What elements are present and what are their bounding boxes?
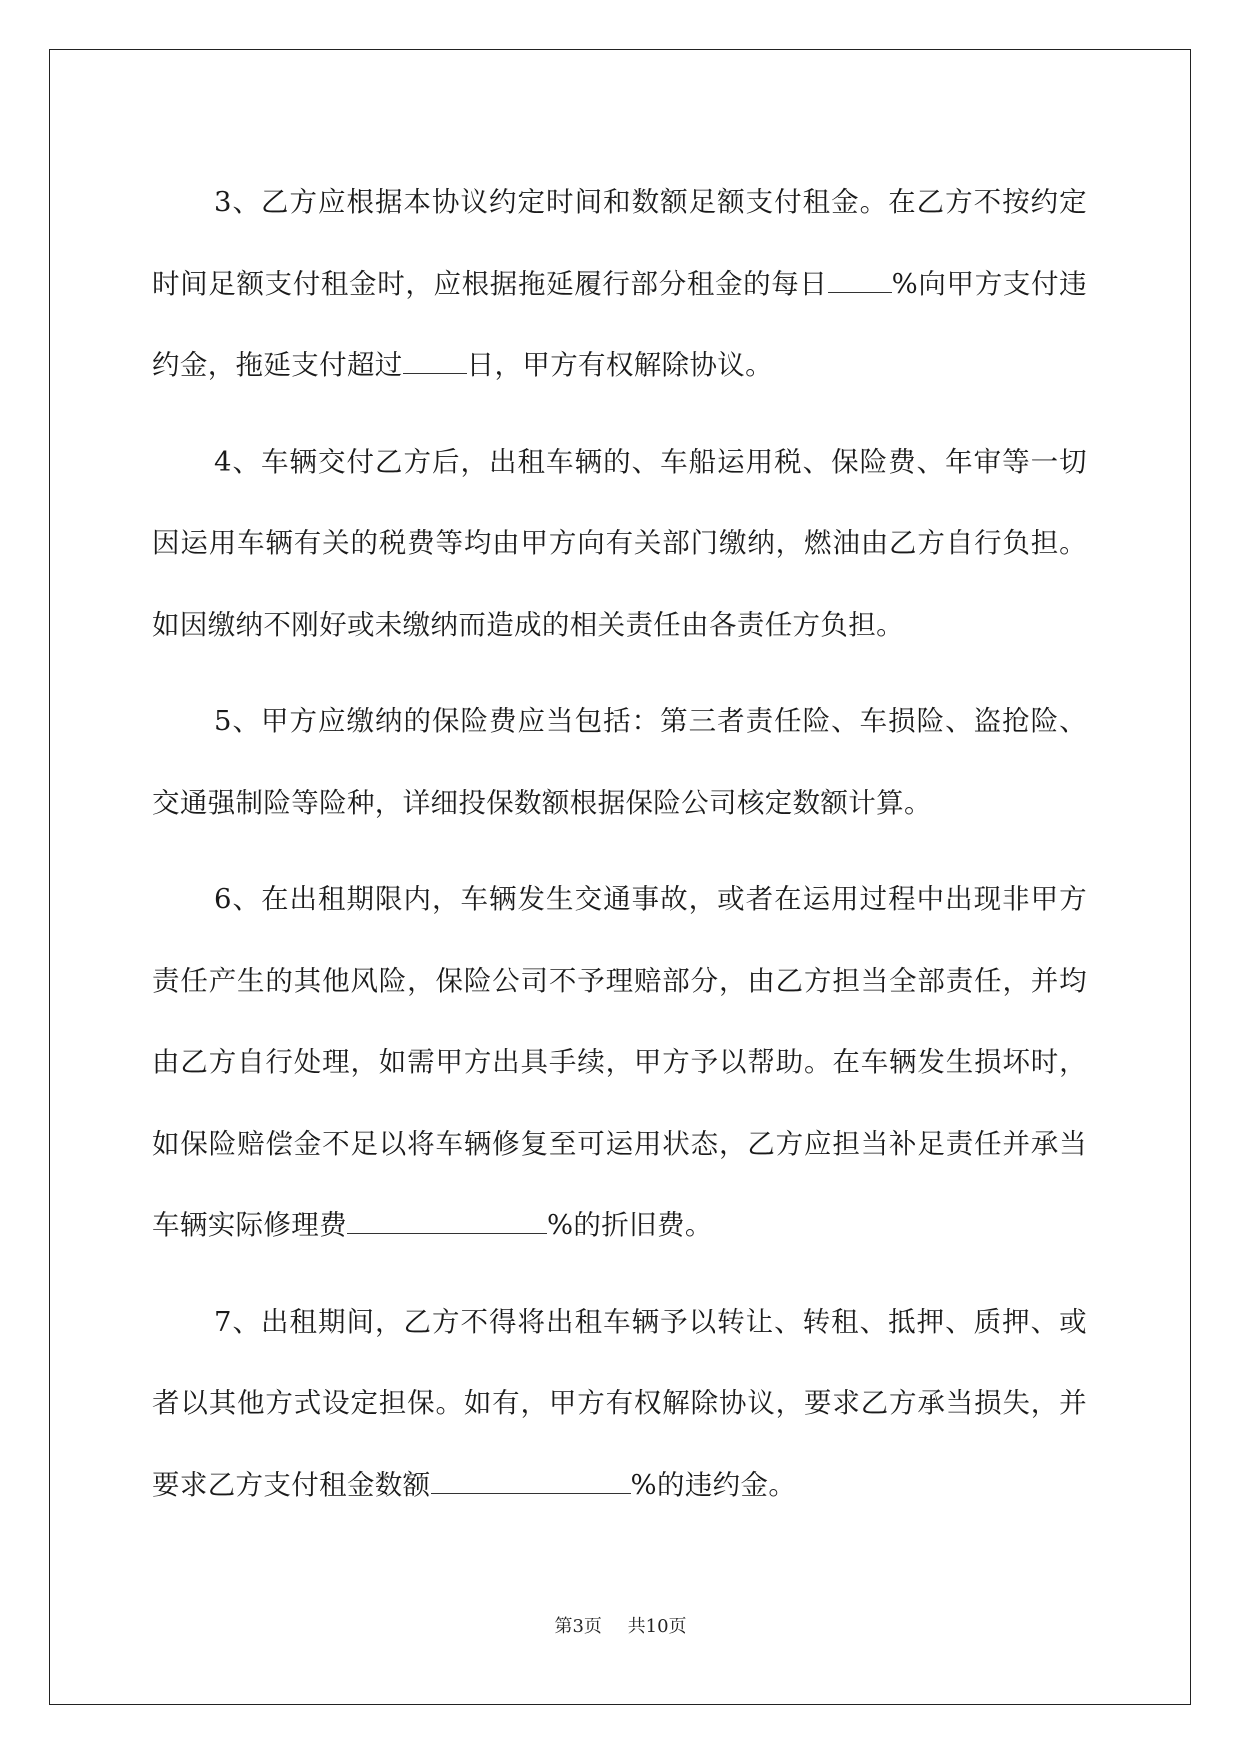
clause-6-text-b: %的折旧费。 [546,1209,713,1241]
clause-7-text-b: %的违约金。 [630,1468,797,1501]
page-footer [0,1612,1241,1638]
clause-3-text-a: 3、乙方应根据本协议约定时间和数额足额支付租金。在乙方不按约定时间足额支付租金时，应根据拖延履行部分租金的每日 [152,186,1087,300]
page-number-total: 共10页 [627,1616,687,1637]
blank-days [403,348,467,374]
clause-6 [152,859,1087,1267]
clause-6-text-a: 6、在出租期限内，车辆发生交通事故，或者在运用过程中出现非甲方责任产生的其他风险，保险公司不予理赔部分，由乙方担当全部责任，并均由乙方自行处理，如需甲方出具手续，甲方予以帮助。在车辆发生损坏时，如保险赔偿金不足以将车辆修复至可运用状态，乙方应担当补足责任并承当车辆实际修理费 [152,883,1087,1241]
blank-penalty-percent [431,1468,631,1494]
clause-7-text-a: 7、出租期间，乙方不得将出租车辆予以转让、转租、抵押、质押、或者以其他方式设定担保。如有，甲方有权解除协议，要求乙方承当损失，并要求乙方支付租金数额 [152,1305,1087,1501]
clause-4: 4、车辆交付乙方后，出租车辆的、车船运用税、保险费、年审等一切因运用车辆有关的税费等均由甲方向有关部门缴纳，燃油由乙方自行负担。如因缴纳不刚好或未缴纳而造成的相关责任由各责任方负担。 [152,445,1087,641]
clause-7 [152,1282,1087,1527]
blank-repair-percent [347,1208,547,1234]
document-body [152,162,1087,1541]
clause-3 [152,162,1087,407]
clause-3-text-b: %向甲方支付违约金，拖延支付超过 [152,267,1087,381]
page-number-current: 第3页 [554,1616,602,1637]
clause-5: 5、甲方应缴纳的保险费应当包括：第三者责任险、车损险、盗抢险、交通强制险等险种，详细投保数额根据保险公司核定数额计算。 [152,705,1087,819]
clause-3-text-c: 日，甲方有权解除协议。 [466,349,774,381]
blank-daily-rate [828,267,892,293]
